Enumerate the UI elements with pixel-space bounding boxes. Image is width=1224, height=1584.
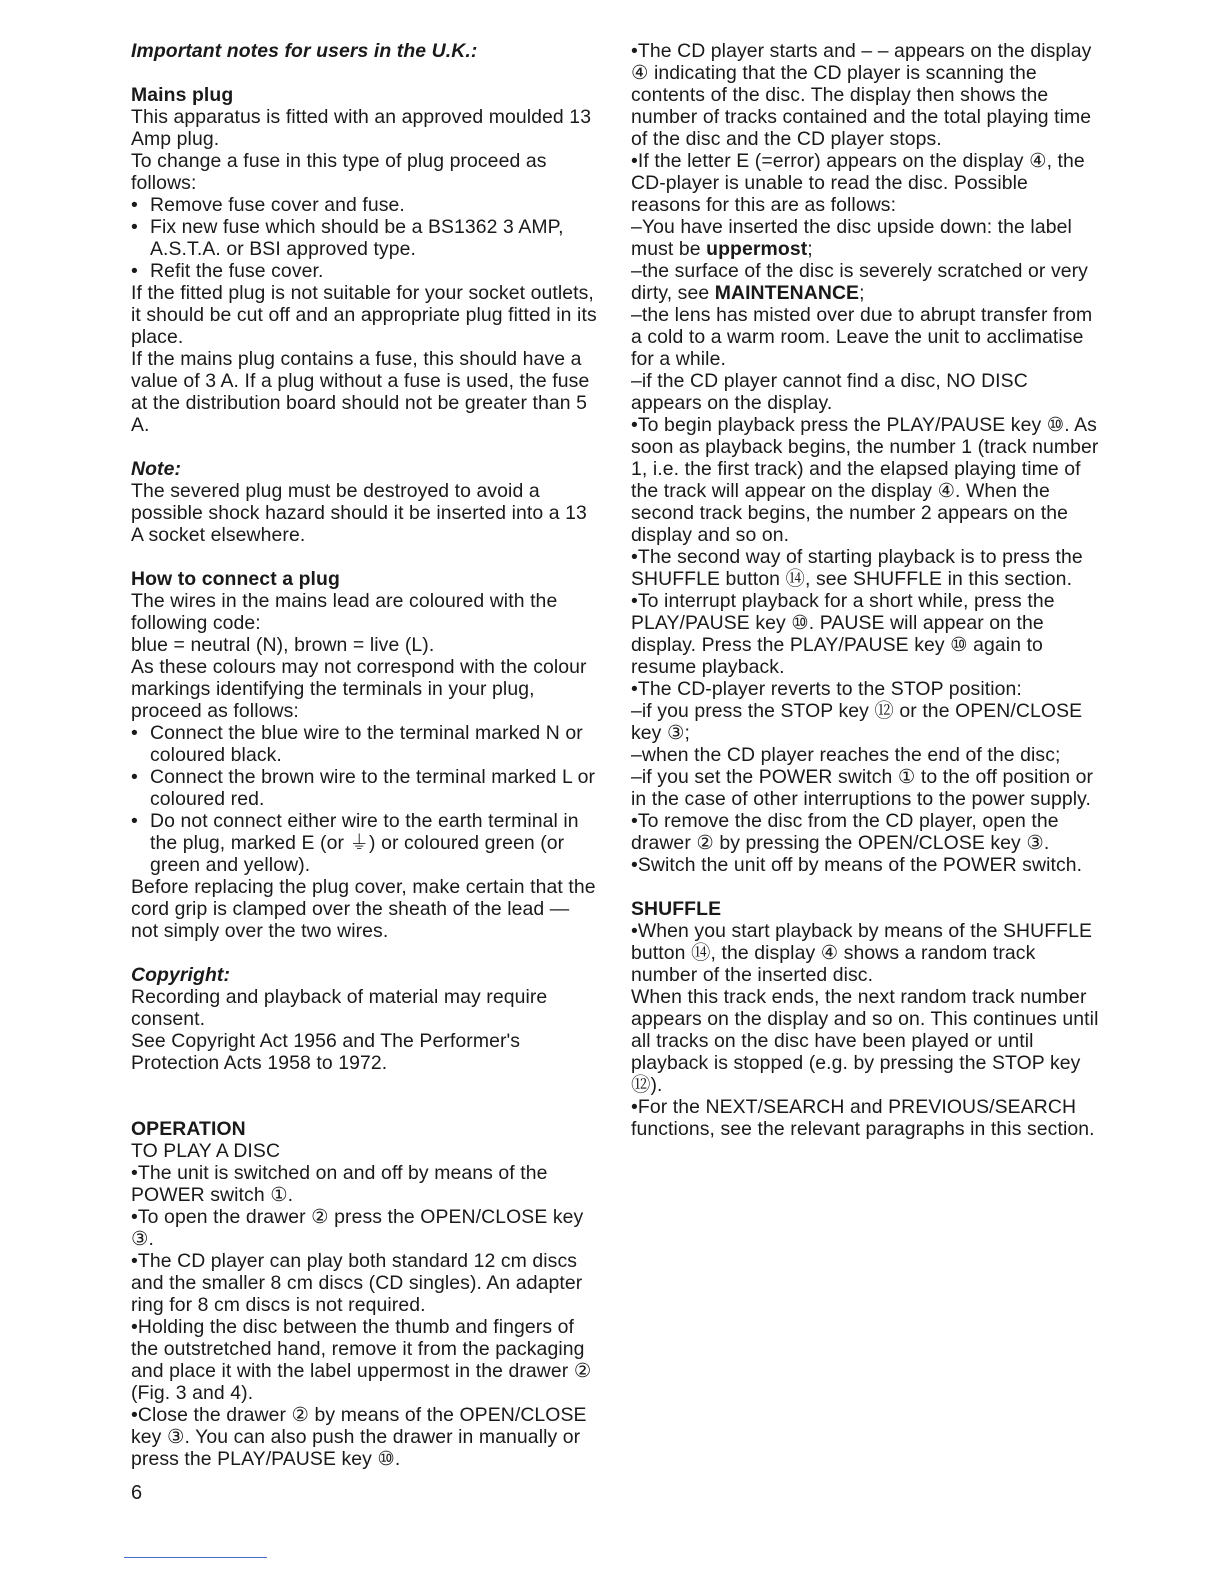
play-item: • The second way of starting playback is to press the SHUFFLE button ⑭, see SHUFFLE in this section.	[631, 546, 1101, 590]
page-number: 6	[131, 1482, 143, 1504]
play-item: • If the letter E (=error) appears on the display ④, the CD-player is unable to read the disc. Possible reasons for this are as follows:	[631, 150, 1101, 216]
connect-paragraph: blue = neutral (N), brown = live (L).	[131, 634, 435, 656]
operation-item: • Close the drawer ② by means of the OPEN/CLOSE key ③. You can also push the drawer in manually or press the PLAY/PAUSE key ⑩.	[131, 1404, 601, 1470]
shuffle-paragraph: When this track ends, the next random track number appears on the display and so on. This continues until all tracks on the disc have been played or until playback is stopped (e.g. by pressing the STOP key ⑫).	[631, 986, 1099, 1096]
operation-item: • The CD player can play both standard 12 cm discs and the smaller 8 cm discs (CD singles). An adapter ring for 8 cm discs is not required.	[131, 1250, 601, 1316]
mains-plug-heading: Mains plug	[131, 84, 234, 106]
mains-bullet: • Fix new fuse which should be a BS1362 3 AMP, A.S.T.A. or BSI approved type.	[131, 216, 601, 260]
operation-subheading: TO PLAY A DISC	[131, 1140, 281, 1162]
dash-text: You have inserted the disc upside down: the label must be	[631, 216, 1072, 260]
operation-item: • To open the drawer ② press the OPEN/CLOSE key ③.	[131, 1206, 601, 1250]
operation-item: • The unit is switched on and off by means of the POWER switch ①.	[131, 1162, 601, 1206]
mains-bullet: • Refit the fuse cover.	[131, 260, 601, 282]
play-item: • To begin playback press the PLAY/PAUSE key ⑩. As soon as playback begins, the number 1 (track number 1, i.e. the first track) and the elapsed playing time of the track will appear on the display ④. When the second track begins, the number 2 appears on the display and so on.	[631, 414, 1101, 546]
note-paragraph: The severed plug must be destroyed to avoid a possible shock hazard should it be inserted into a 13 A socket elsewhere.	[131, 480, 587, 546]
connect-paragraph: The wires in the mains lead are coloured with the following code:	[131, 590, 558, 634]
play-item: • The CD player starts and – – appears on the display ④ indicating that the CD player is scanning the contents of the disc. The display then shows the number of tracks contained and the total playing time of the disc and the CD player stops.	[631, 40, 1101, 150]
connect-paragraph: Before replacing the plug cover, make certain that the cord grip is clamped over the sheath of the lead — not simply over the two wires.	[131, 876, 596, 942]
shuffle-item: • For the NEXT/SEARCH and PREVIOUS/SEARCH functions, see the relevant paragraphs in this section.	[631, 1096, 1101, 1140]
dash-emphasis: uppermost	[706, 238, 808, 260]
copyright-paragraph: See Copyright Act 1956 and The Performer's Protection Acts 1958 to 1972.	[131, 1030, 521, 1074]
operation-item: • Holding the disc between the thumb and fingers of the outstretched hand, remove it from the packaging and place it with the label uppermost in the drawer ② (Fig. 3 and 4).	[131, 1316, 601, 1404]
dash-emphasis: MAINTENANCE	[714, 282, 860, 304]
note-heading: Note:	[131, 458, 182, 480]
connect-plug-heading: How to connect a plug	[131, 568, 340, 590]
play-dash-item	[631, 216, 1101, 260]
shuffle-heading: SHUFFLE	[631, 898, 722, 920]
mains-paragraph: If the fitted plug is not suitable for your socket outlets, it should be cut off and an appropriate plug fitted in its place.	[131, 282, 597, 348]
right-column	[631, 40, 1101, 1140]
connect-bullet: • Connect the brown wire to the terminal marked L or coloured red.	[131, 766, 601, 810]
dash-text: ;	[807, 238, 813, 260]
play-dash-item: – the lens has misted over due to abrupt transfer from a cold to a warm room. Leave the unit to acclimatise for a while.	[631, 304, 1101, 370]
play-dash-item: – if you press the STOP key ⑫ or the OPEN/CLOSE key ③;	[631, 700, 1101, 744]
play-dash-item	[631, 260, 1101, 304]
mains-bullet: • Remove fuse cover and fuse.	[131, 194, 601, 216]
connect-bullet: • Do not connect either wire to the earth terminal in the plug, marked E (or ⏚) or coloured green (or green and yellow).	[131, 810, 601, 876]
shuffle-item: • When you start playback by means of the SHUFFLE button ⑭, the display ④ shows a random track number of the inserted disc.	[631, 920, 1101, 986]
connect-bullet: • Connect the blue wire to the terminal marked N or coloured black.	[131, 722, 601, 766]
play-item: • Switch the unit off by means of the POWER switch.	[631, 854, 1101, 876]
play-dash-item: – when the CD player reaches the end of the disc;	[631, 744, 1101, 766]
play-dash-item: – if you set the POWER switch ① to the off position or in the case of other interruptions to the power supply.	[631, 766, 1101, 810]
play-item: • To remove the disc from the CD player, open the drawer ② by pressing the OPEN/CLOSE key ③.	[631, 810, 1101, 854]
footer-rule	[124, 1557, 267, 1558]
mains-paragraph: This apparatus is fitted with an approved moulded 13 Amp plug.	[131, 106, 592, 150]
copyright-paragraph: Recording and playback of material may require consent.	[131, 986, 548, 1030]
connect-paragraph: As these colours may not correspond with the colour markings identifying the terminals in your plug, proceed as follows:	[131, 656, 587, 722]
copyright-heading: Copyright:	[131, 964, 231, 986]
dash-text: ;	[859, 282, 865, 304]
mains-paragraph: If the mains plug contains a fuse, this should have a value of 3 A. If a plug without a fuse is used, the fuse at the distribution board should not be greater than 5 A.	[131, 348, 590, 436]
play-item: • The CD-player reverts to the STOP position:	[631, 678, 1101, 700]
dash-text: the surface of the disc is severely scratched or very dirty, see	[631, 260, 1088, 304]
play-dash-item: – if the CD player cannot find a disc, NO DISC appears on the display.	[631, 370, 1101, 414]
operation-heading: OPERATION	[131, 1118, 246, 1140]
uk-notes-heading: Important notes for users in the U.K.:	[131, 40, 478, 62]
mains-paragraph: To change a fuse in this type of plug proceed as follows:	[131, 150, 547, 194]
play-item: • To interrupt playback for a short while, press the PLAY/PAUSE key ⑩. PAUSE will appear on the display. Press the PLAY/PAUSE key ⑩ again to resume playback.	[631, 590, 1101, 678]
left-column	[131, 40, 601, 1470]
